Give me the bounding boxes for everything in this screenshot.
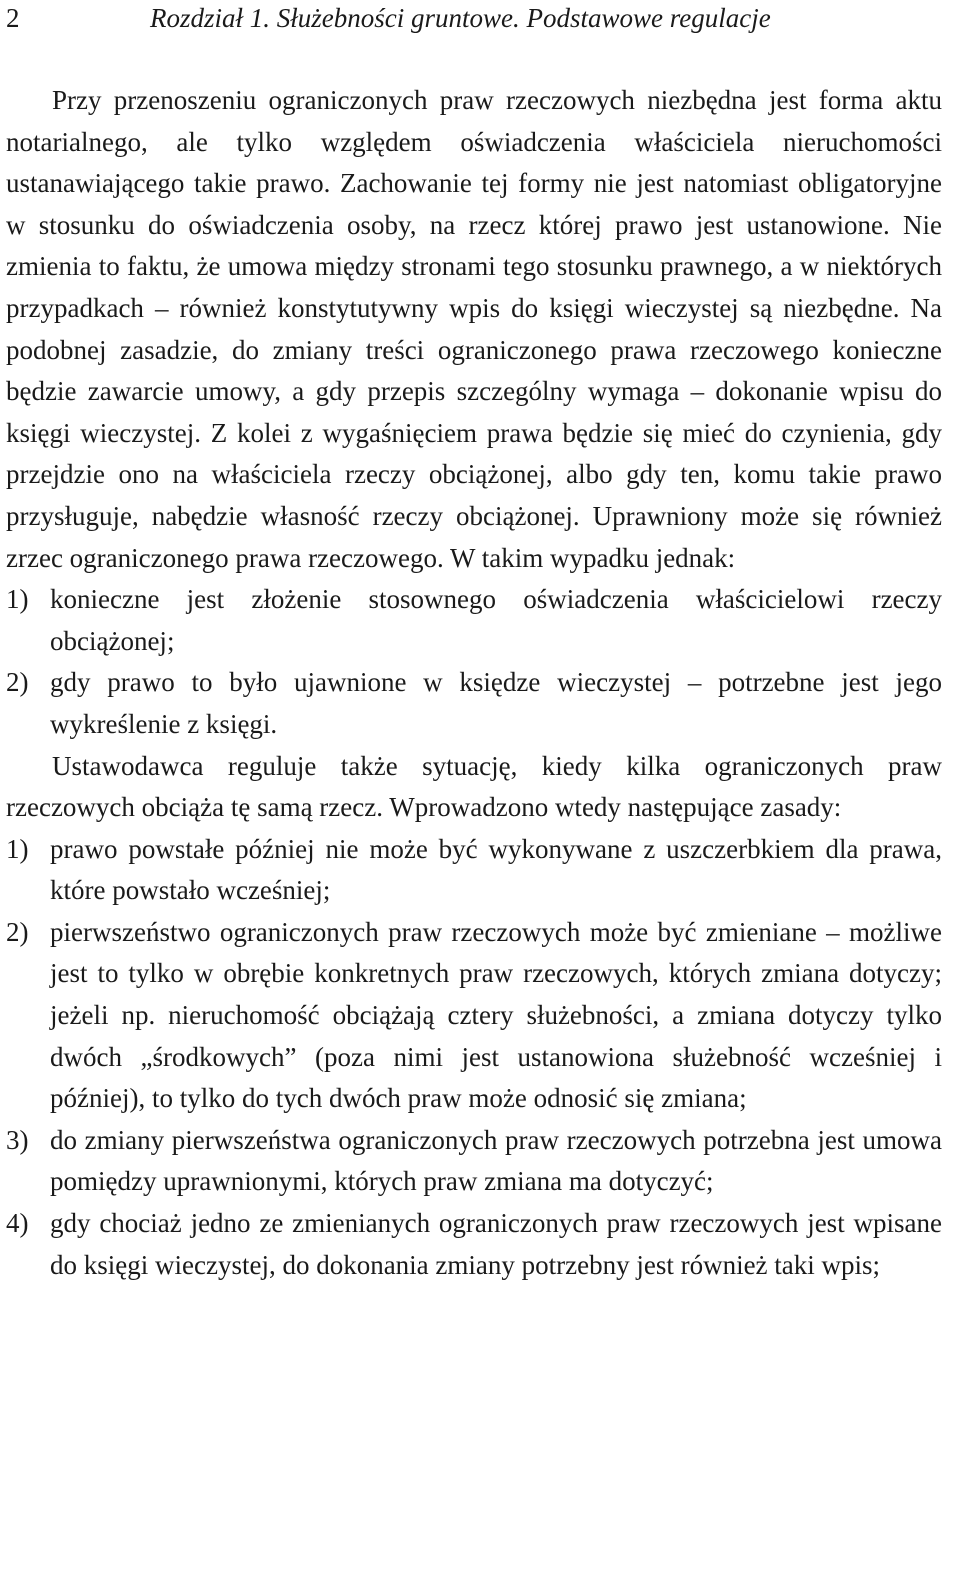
list-item [6, 1120, 942, 1203]
body-text [6, 80, 942, 1286]
paragraph-property-rights-form: Przy przenoszeniu ograniczonych praw rzeczowych niezbędna jest forma aktu notarialnego, ale tylko względem oświadczenia właściciela nieruchomości ustanawiającego takie prawo. Zachowanie tej formy nie jest natomiast obligatoryjne w stosunku do oświadczenia osoby, na rzecz której prawo jest ustanowione. Nie zmienia to faktu, że umowa między stronami tego stosunku prawnego, a w niektórych przypadkach – również konstytutywny wpis do księgi wieczystej są niezbędne. Na podobnej zasadzie, do zmiany treści ograniczonego prawa rzeczowego konieczne będzie zawarcie umowy, a gdy przepis szczególny wymaga – dokonanie wpisu do księgi wieczystej. Z kolei z wygaśnięciem prawa będzie się mieć do czynienia, gdy przejdzie ono na właściciela rzeczy obciążonej, albo gdy ten, komu takie prawo przysługuje, nabędzie własność rzeczy obciążonej. Uprawniony może się również zrzec ograniczonego prawa rzeczowego. W takim wypadku jednak: [6, 85, 942, 573]
list-item [6, 1203, 942, 1286]
list-item [6, 829, 942, 912]
list-item-text: pierwszeństwo ograniczonych praw rzeczowych może być zmieniane – możliwe jest to tylko w obrębie konkretnych praw rzeczowych, których zmiana dotyczy; jeżeli np. nieruchomość obciążają cztery służebności, a zmiana dotyczy tylko dwóch „środkowych” (poza nimi jest ustanowiona służebność wcześniej i później), to tylko do tych dwóch praw może odnosić się zmiana; [50, 916, 942, 1114]
list-item-number: 4) [6, 1208, 29, 1239]
list-item-number: 2) [6, 667, 29, 698]
page-number: 2 [6, 3, 20, 33]
list-item-text: do zmiany pierwszeństwa ograniczonych praw rzeczowych potrzebna jest umowa pomiędzy uprawnionymi, których praw zmiana ma dotyczyć; [50, 1124, 942, 1197]
list-item-number: 1) [6, 833, 29, 864]
list-item-text: gdy chociaż jedno ze zmienianych ograniczonych praw rzeczowych jest wpisane do księgi wieczystej, do dokonania zmiany potrzebny jest również taki wpis; [50, 1208, 942, 1280]
list-item-text: konieczne jest złożenie stosownego oświadczenia właścicielowi rzeczy obciążonej; [50, 584, 942, 656]
list-item-number: 3) [6, 1124, 29, 1155]
paragraph-priority-rules: Ustawodawca reguluje także sytuację, kiedy kilka ograniczonych praw rzeczowych obciąża tę samą rzecz. Wprowadzono wtedy następujące zasady: [6, 750, 942, 823]
list-item [6, 579, 942, 662]
list-item [6, 662, 942, 745]
running-title: Rozdział 1. Służebności gruntowe. Podstawowe regulacje [150, 3, 771, 33]
list-item-number: 2) [6, 916, 29, 947]
list-item-text: prawo powstałe później nie może być wykonywane z uszczerbkiem dla prawa, które powstało wcześniej; [50, 833, 942, 906]
list-priority-rules [6, 829, 942, 1287]
running-head [6, 0, 942, 58]
list-item [6, 912, 942, 1120]
list-item-number: 1) [6, 584, 29, 615]
list-waiver-conditions [6, 579, 942, 745]
list-item-text: gdy prawo to było ujawnione w księdze wieczystej – potrzebne jest jego wykreślenie z księgi. [50, 667, 942, 739]
book-page [6, 0, 942, 1286]
